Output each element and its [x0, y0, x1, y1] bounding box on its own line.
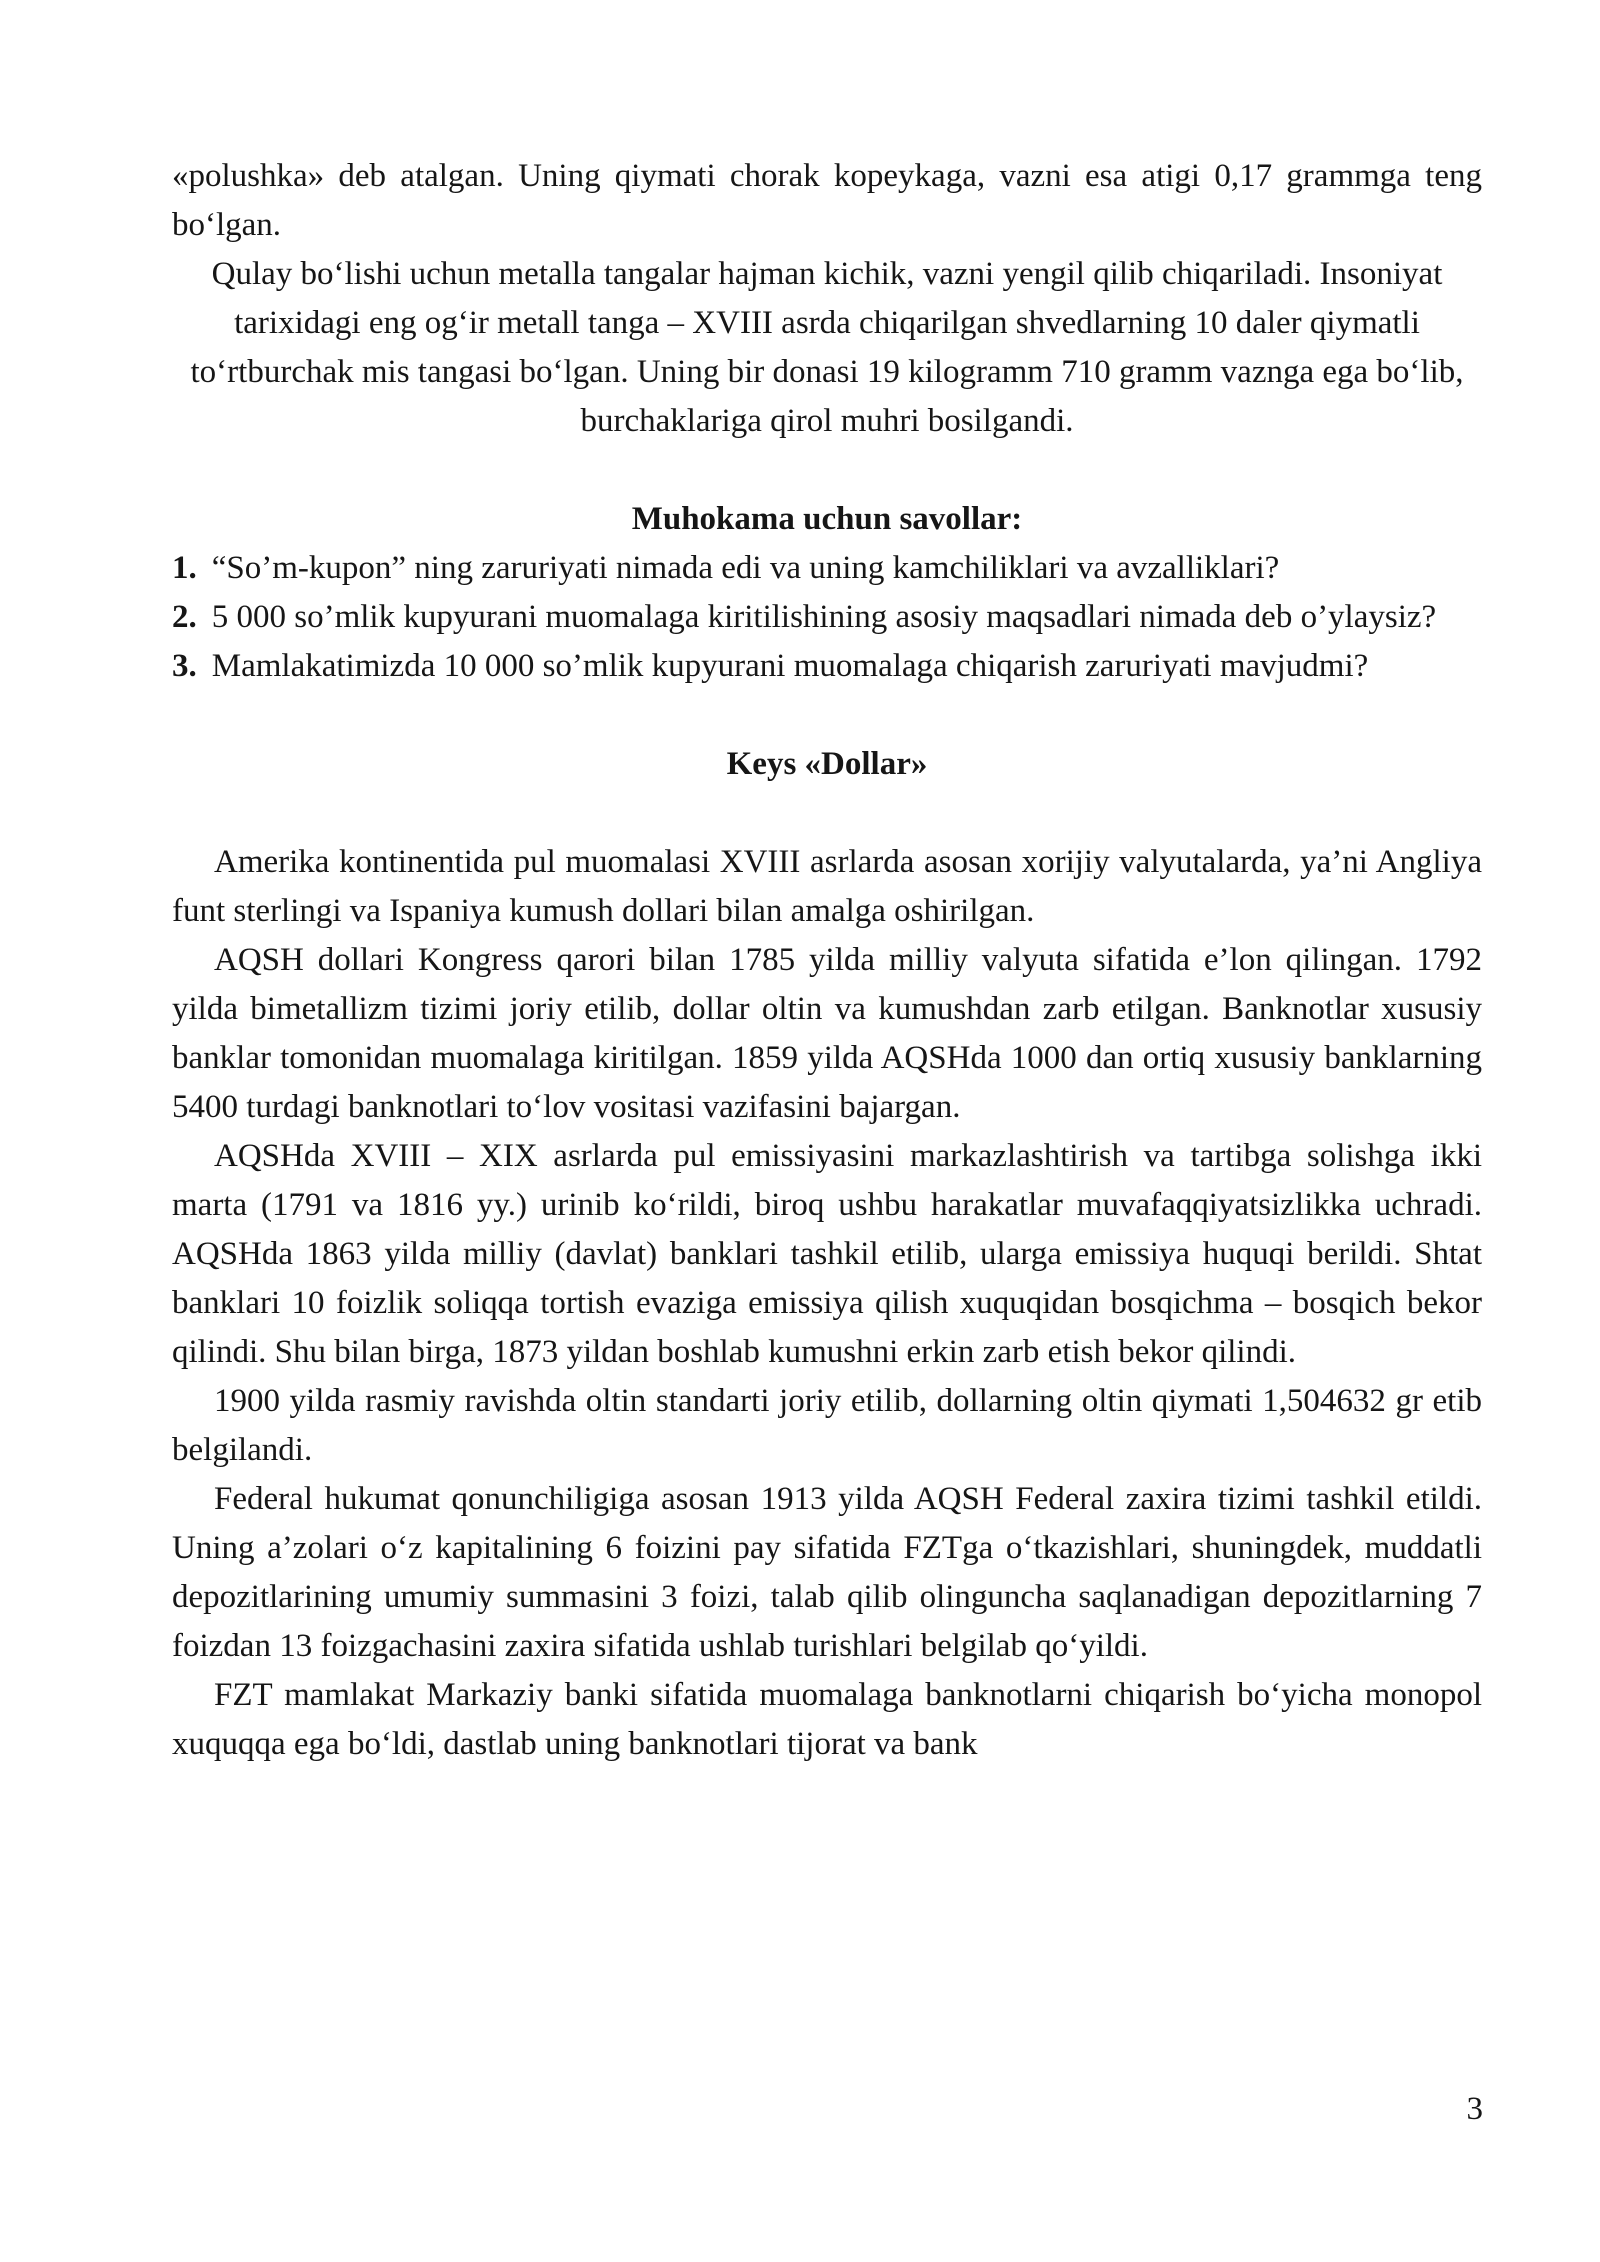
question-text: “So’m-kupon” ning zaruriyati nimada edi va uning kamchiliklari va avzalliklari? [211, 550, 1280, 586]
case-paragraph-5: Federal hukumat qonunchiligiga asosan 1913 yilda AQSH Federal zaxira tizimi tashkil etildi. Uning a’zolari o‘z kapitalining 6 foizini pay sifatida FZTga o‘tkazishlari, shuningdek, muddatli depozitlarining umumiy summasini 3 foizi, talab qilib olinguncha saqlanadigan depozitlarning 7 foizdan 13 foizgachasini zaxira sifatida ushlab turishlari belgilab qo‘yildi. [172, 1481, 1482, 1664]
question-item-3 [172, 642, 1482, 691]
case-paragraph-6: FZT mamlakat Markaziy banki sifatida muomalaga banknotlarni chiqarish bo‘yicha monopol xuquqqa ega bo‘ldi, dastlab uning banknotlari tijorat va bank [172, 1677, 1482, 1762]
question-item-1 [172, 544, 1482, 593]
questions-heading: Muhokama uchun savollar: [631, 501, 1023, 537]
question-number: 3. [172, 648, 197, 684]
case-paragraph-1: Amerika kontinentida pul muomalasi XVIII asrlarda asosan xorijiy valyutalarda, ya’ni Angliya funt sterlingi va Ispaniya kumush dollari bilan amalga oshirilgan. [172, 844, 1482, 929]
case-paragraph-4: 1900 yilda rasmiy ravishda oltin standarti joriy etilib, dollarning oltin qiymati 1,504632 gr etib belgilandi. [172, 1383, 1482, 1468]
page-number: 3 [1466, 2091, 1483, 2127]
case-paragraph-2: AQSH dollari Kongress qarori bilan 1785 yilda milliy valyuta sifatida e’lon qilingan. 1792 yilda bimetallizm tizimi joriy etilib, dollar oltin va kumushdan zarb etilgan. Banknotlar xususiy banklar tomonidan muomalaga kiritilgan. 1859 yilda AQSHda 1000 dan ortiq xususiy banklarning 5400 turdagi banknotlari to‘lov vositasi vazifasini bajargan. [172, 942, 1482, 1125]
question-text: 5 000 so’mlik kupyurani muomalaga kiritilishining asosiy maqsadlari nimada deb o’ylaysiz? [211, 599, 1437, 635]
question-number: 2. [172, 599, 197, 635]
document-body [172, 152, 1482, 1769]
coin-paragraph: Qulay bo‘lishi uchun metalla tangalar hajman kichik, vazni yengil qilib chiqariladi. Insoniyat tarixidagi eng og‘ir metall tanga – XVIII asrda chiqarilgan shvedlarning 10 daler qiymatli to‘rtburchak mis tangasi bo‘lgan. Uning bir donasi 19 kilogramm 710 gramm vaznga ega bo‘lib, burchaklariga qirol muhri bosilgandi. [190, 256, 1464, 439]
question-item-2 [172, 593, 1482, 642]
case-heading: Keys «Dollar» [726, 746, 928, 782]
intro-paragraph: «polushka» deb atalgan. Uning qiymati chorak kopeykaga, vazni esa atigi 0,17 grammga teng bo‘lgan. [172, 158, 1482, 243]
question-number: 1. [172, 550, 197, 586]
case-paragraph-3: AQSHda XVIII – XIX asrlarda pul emissiyasini markazlashtirish va tartibga solishga ikki marta (1791 va 1816 yy.) urinib ko‘rildi, biroq ushbu harakatlar muvafaqqiyatsizlikka uchradi. AQSHda 1863 yilda milliy (davlat) banklari tashkil etilib, ularga emissiya huquqi berildi. Shtat banklari 10 foizlik soliqqa tortish evaziga emissiya qilish xuquqidan bosqichma – bosqich bekor qilindi. Shu bilan birga, 1873 yildan boshlab kumushni erkin zarb etish bekor qilindi. [172, 1138, 1482, 1370]
question-text: Mamlakatimizda 10 000 so’mlik kupyurani muomalaga chiqarish zaruriyati mavjudmi? [211, 648, 1369, 684]
